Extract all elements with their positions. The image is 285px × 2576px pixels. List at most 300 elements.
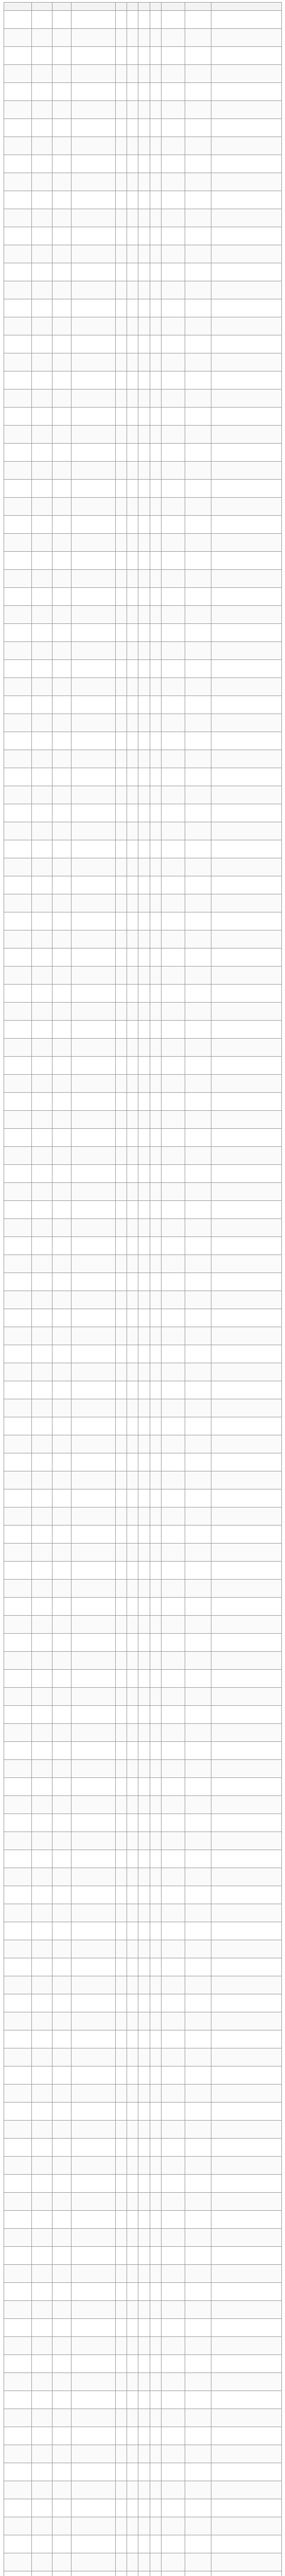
table-cell — [211, 1309, 282, 1327]
table-cell — [185, 1688, 211, 1706]
table-cell — [72, 426, 116, 444]
table-cell — [127, 732, 138, 750]
table-cell — [150, 1219, 162, 1237]
table-cell — [150, 1435, 162, 1453]
table-cell — [72, 552, 116, 570]
table-cell — [72, 714, 116, 732]
table-cell — [72, 606, 116, 624]
table-cell — [211, 1994, 282, 2012]
table-cell — [150, 2229, 162, 2247]
table-cell — [32, 83, 52, 101]
table-cell — [32, 2084, 52, 2103]
table-row — [4, 155, 282, 173]
table-cell — [162, 1706, 185, 1724]
table-cell — [32, 2391, 52, 2409]
table-cell — [127, 83, 138, 101]
table-cell — [162, 1976, 185, 1994]
table-cell — [32, 840, 52, 858]
table-cell — [162, 47, 185, 65]
table-cell — [185, 750, 211, 768]
table-cell — [4, 570, 32, 588]
table-cell — [211, 552, 282, 570]
table-cell — [4, 353, 32, 371]
table-cell — [162, 1922, 185, 1940]
table-cell — [162, 1183, 185, 1201]
table-cell — [32, 876, 52, 894]
table-cell — [32, 1850, 52, 1868]
table-cell — [211, 1111, 282, 1129]
table-cell — [4, 2445, 32, 2463]
table-cell — [32, 2211, 52, 2229]
table-cell — [116, 2157, 127, 2175]
table-cell — [127, 948, 138, 967]
table-cell — [52, 1435, 72, 1453]
table-cell — [116, 1075, 127, 1093]
table-cell — [52, 281, 72, 299]
table-cell — [116, 1507, 127, 1526]
table-cell — [52, 1021, 72, 1039]
column-header — [52, 3, 72, 11]
table-cell — [32, 1507, 52, 1526]
table-row — [4, 1634, 282, 1652]
table-cell — [150, 2499, 162, 2517]
table-cell — [162, 2157, 185, 2175]
table-cell — [185, 570, 211, 588]
table-cell — [162, 480, 185, 498]
table-row — [4, 1417, 282, 1435]
table-row — [4, 1183, 282, 1201]
table-cell — [211, 967, 282, 985]
table-cell — [211, 894, 282, 912]
table-cell — [185, 2157, 211, 2175]
table-cell — [138, 245, 150, 263]
table-cell — [32, 732, 52, 750]
table-cell — [32, 2139, 52, 2157]
table-cell — [211, 101, 282, 119]
table-cell — [162, 2103, 185, 2121]
table-cell — [211, 1327, 282, 1345]
table-cell — [127, 1670, 138, 1688]
table-cell — [32, 985, 52, 1003]
table-cell — [162, 1363, 185, 1381]
table-cell — [52, 768, 72, 786]
table-cell — [32, 516, 52, 534]
table-cell — [211, 1417, 282, 1435]
table-cell — [138, 660, 150, 678]
table-cell — [185, 2030, 211, 2048]
table-cell — [52, 1526, 72, 1544]
table-cell — [162, 1489, 185, 1507]
table-cell — [185, 840, 211, 858]
table-cell — [32, 245, 52, 263]
table-row — [4, 1363, 282, 1381]
table-cell — [138, 2048, 150, 2066]
table-row — [4, 191, 282, 209]
table-cell — [72, 534, 116, 552]
table-cell — [138, 209, 150, 227]
table-cell — [162, 1868, 185, 1886]
table-cell — [52, 137, 72, 155]
table-row — [4, 1688, 282, 1706]
table-cell — [116, 263, 127, 281]
table-cell — [150, 2066, 162, 2084]
table-cell — [150, 2427, 162, 2445]
table-cell — [4, 1381, 32, 1399]
table-cell — [150, 1652, 162, 1670]
table-cell — [138, 1219, 150, 1237]
table-cell — [138, 444, 150, 462]
table-cell — [138, 1471, 150, 1489]
table-cell — [150, 2535, 162, 2553]
table-cell — [127, 2103, 138, 2121]
table-cell — [138, 2481, 150, 2499]
table-cell — [185, 1039, 211, 1057]
table-cell — [211, 1904, 282, 1922]
table-cell — [211, 263, 282, 281]
table-cell — [185, 2481, 211, 2499]
table-row — [4, 2157, 282, 2175]
table-cell — [4, 1562, 32, 1580]
table-cell — [138, 2103, 150, 2121]
table-cell — [138, 1706, 150, 1724]
table-cell — [162, 822, 185, 840]
table-cell — [32, 858, 52, 876]
table-cell — [127, 2427, 138, 2445]
table-cell — [72, 1670, 116, 1688]
table-row — [4, 2499, 282, 2517]
table-cell — [52, 876, 72, 894]
table-cell — [116, 335, 127, 353]
table-cell — [162, 1544, 185, 1562]
table-cell — [116, 1706, 127, 1724]
table-cell — [138, 173, 150, 191]
table-cell — [127, 1255, 138, 1273]
table-cell — [4, 516, 32, 534]
table-cell — [150, 1850, 162, 1868]
table-cell — [4, 83, 32, 101]
table-cell — [32, 317, 52, 335]
table-cell — [127, 930, 138, 948]
table-cell — [185, 1057, 211, 1075]
table-cell — [211, 2337, 282, 2355]
table-cell — [150, 263, 162, 281]
table-cell — [32, 2427, 52, 2445]
table-cell — [127, 173, 138, 191]
table-cell — [127, 65, 138, 83]
table-cell — [162, 2535, 185, 2553]
table-cell — [32, 1453, 52, 1471]
table-row — [4, 660, 282, 678]
table-cell — [72, 948, 116, 967]
table-cell — [150, 2265, 162, 2283]
table-cell — [150, 2030, 162, 2048]
table-cell — [4, 840, 32, 858]
table-cell — [52, 1453, 72, 1471]
table-cell — [32, 1688, 52, 1706]
table-cell — [138, 1850, 150, 1868]
table-cell — [150, 534, 162, 552]
table-cell — [127, 588, 138, 606]
table-cell — [162, 245, 185, 263]
table-cell — [138, 1237, 150, 1255]
table-cell — [52, 1057, 72, 1075]
table-row — [4, 967, 282, 985]
table-cell — [185, 552, 211, 570]
table-cell — [162, 1057, 185, 1075]
table-cell — [32, 588, 52, 606]
table-cell — [32, 948, 52, 967]
table-cell — [138, 1778, 150, 1796]
table-cell — [162, 1904, 185, 1922]
table-cell — [150, 137, 162, 155]
table-cell — [211, 2373, 282, 2391]
table-cell — [116, 1273, 127, 1291]
table-cell — [127, 642, 138, 660]
table-row — [4, 2193, 282, 2211]
table-cell — [116, 1562, 127, 1580]
table-cell — [150, 1237, 162, 1255]
table-cell — [116, 2319, 127, 2337]
table-cell — [162, 1453, 185, 1471]
table-cell — [211, 858, 282, 876]
table-cell — [138, 1111, 150, 1129]
table-row — [4, 1544, 282, 1562]
column-header — [32, 3, 52, 11]
table-cell — [127, 2211, 138, 2229]
table-cell — [116, 1129, 127, 1147]
table-cell — [52, 353, 72, 371]
table-cell — [4, 155, 32, 173]
table-cell — [127, 191, 138, 209]
table-cell — [72, 1399, 116, 1417]
table-cell — [138, 1021, 150, 1039]
table-cell — [127, 137, 138, 155]
table-cell — [211, 985, 282, 1003]
table-cell — [211, 1580, 282, 1598]
table-cell — [52, 2229, 72, 2247]
table-cell — [72, 2427, 116, 2445]
table-row — [4, 1850, 282, 1868]
table-row — [4, 353, 282, 371]
table-cell — [72, 462, 116, 480]
table-cell — [127, 894, 138, 912]
table-cell — [32, 1129, 52, 1147]
table-cell — [138, 2427, 150, 2445]
table-cell — [150, 2517, 162, 2535]
table-cell — [162, 371, 185, 389]
table-cell — [211, 714, 282, 732]
table-row — [4, 2121, 282, 2139]
table-cell — [52, 1814, 72, 1832]
table-cell — [32, 1994, 52, 2012]
table-cell — [138, 2445, 150, 2463]
table-cell — [150, 1832, 162, 1850]
table-cell — [72, 480, 116, 498]
table-cell — [150, 2139, 162, 2157]
table-cell — [150, 389, 162, 408]
table-cell — [127, 444, 138, 462]
table-cell — [116, 2481, 127, 2499]
table-cell — [4, 2012, 32, 2030]
table-cell — [211, 137, 282, 155]
table-cell — [211, 2499, 282, 2517]
table-row — [4, 1886, 282, 1904]
table-cell — [185, 227, 211, 245]
table-cell — [52, 227, 72, 245]
table-cell — [211, 444, 282, 462]
table-cell — [211, 2247, 282, 2265]
table-cell — [116, 588, 127, 606]
table-cell — [72, 1688, 116, 1706]
table-cell — [72, 1724, 116, 1742]
table-cell — [116, 624, 127, 642]
table-cell — [52, 714, 72, 732]
table-cell — [185, 1634, 211, 1652]
table-cell — [4, 1147, 32, 1165]
table-cell — [150, 1255, 162, 1273]
table-cell — [52, 335, 72, 353]
table-cell — [138, 281, 150, 299]
table-cell — [185, 1868, 211, 1886]
table-cell — [127, 1760, 138, 1778]
table-cell — [185, 2301, 211, 2319]
table-cell — [138, 317, 150, 335]
table-cell — [72, 1111, 116, 1129]
table-cell — [138, 1003, 150, 1021]
table-cell — [211, 1399, 282, 1417]
table-cell — [162, 1147, 185, 1165]
table-cell — [4, 534, 32, 552]
table-cell — [211, 588, 282, 606]
table-row — [4, 1057, 282, 1075]
table-row — [4, 2084, 282, 2103]
table-cell — [211, 2048, 282, 2066]
table-cell — [211, 389, 282, 408]
table-row — [4, 1670, 282, 1688]
table-cell — [116, 1616, 127, 1634]
table-cell — [185, 1147, 211, 1165]
table-cell — [52, 1868, 72, 1886]
table-cell — [52, 985, 72, 1003]
table-cell — [116, 822, 127, 840]
table-cell — [52, 29, 72, 47]
table-cell — [32, 209, 52, 227]
table-cell — [211, 624, 282, 642]
table-row — [4, 2030, 282, 2048]
table-cell — [4, 2283, 32, 2301]
table-cell — [32, 1345, 52, 1363]
table-cell — [72, 1634, 116, 1652]
table-cell — [162, 1381, 185, 1399]
table-cell — [162, 1886, 185, 1904]
table-cell — [150, 840, 162, 858]
table-cell — [138, 1886, 150, 1904]
table-cell — [185, 1345, 211, 1363]
table-cell — [72, 2355, 116, 2373]
table-cell — [72, 444, 116, 462]
table-cell — [127, 2391, 138, 2409]
table-cell — [150, 894, 162, 912]
table-cell — [138, 1562, 150, 1580]
table-cell — [150, 119, 162, 137]
table-cell — [116, 371, 127, 389]
table-cell — [150, 1814, 162, 1832]
table-cell — [185, 2409, 211, 2427]
table-cell — [72, 1255, 116, 1273]
table-cell — [185, 480, 211, 498]
table-cell — [150, 588, 162, 606]
table-cell — [52, 840, 72, 858]
table-row — [4, 1940, 282, 1958]
table-cell — [72, 1183, 116, 1201]
table-cell — [138, 2499, 150, 2517]
table-cell — [211, 1652, 282, 1670]
table-row — [4, 1003, 282, 1021]
table-cell — [52, 371, 72, 389]
table-row — [4, 624, 282, 642]
table-cell — [116, 83, 127, 101]
table-cell — [127, 1652, 138, 1670]
table-cell — [185, 1327, 211, 1345]
table-row — [4, 1111, 282, 1129]
table-row — [4, 1399, 282, 1417]
table-cell — [211, 480, 282, 498]
table-cell — [32, 1489, 52, 1507]
table-cell — [211, 930, 282, 948]
table-cell — [52, 967, 72, 985]
table-cell — [138, 1129, 150, 1147]
table-cell — [162, 2265, 185, 2283]
table-cell — [116, 1670, 127, 1688]
table-cell — [4, 1706, 32, 1724]
table-cell — [150, 1201, 162, 1219]
table-cell — [127, 2139, 138, 2157]
table-cell — [138, 1489, 150, 1507]
table-cell — [72, 732, 116, 750]
table-cell — [116, 894, 127, 912]
table-cell — [72, 2517, 116, 2535]
table-cell — [211, 1706, 282, 1724]
table-cell — [138, 2193, 150, 2211]
table-cell — [211, 1003, 282, 1021]
table-cell — [211, 516, 282, 534]
table-cell — [116, 2247, 127, 2265]
table-row — [4, 912, 282, 930]
table-cell — [52, 2103, 72, 2121]
table-cell — [138, 47, 150, 65]
table-cell — [162, 2355, 185, 2373]
table-cell — [116, 750, 127, 768]
table-cell — [138, 2301, 150, 2319]
table-cell — [162, 1850, 185, 1868]
listing-sheet — [4, 2, 281, 2576]
table-cell — [162, 1796, 185, 1814]
table-cell — [162, 678, 185, 696]
table-cell — [52, 1850, 72, 1868]
table-row — [4, 83, 282, 101]
table-cell — [32, 335, 52, 353]
table-cell — [150, 606, 162, 624]
table-cell — [116, 714, 127, 732]
table-cell — [4, 786, 32, 804]
table-cell — [150, 1273, 162, 1291]
table-cell — [185, 1021, 211, 1039]
table-cell — [150, 912, 162, 930]
table-cell — [211, 209, 282, 227]
table-cell — [4, 1922, 32, 1940]
table-cell — [72, 822, 116, 840]
table-cell — [32, 1868, 52, 1886]
